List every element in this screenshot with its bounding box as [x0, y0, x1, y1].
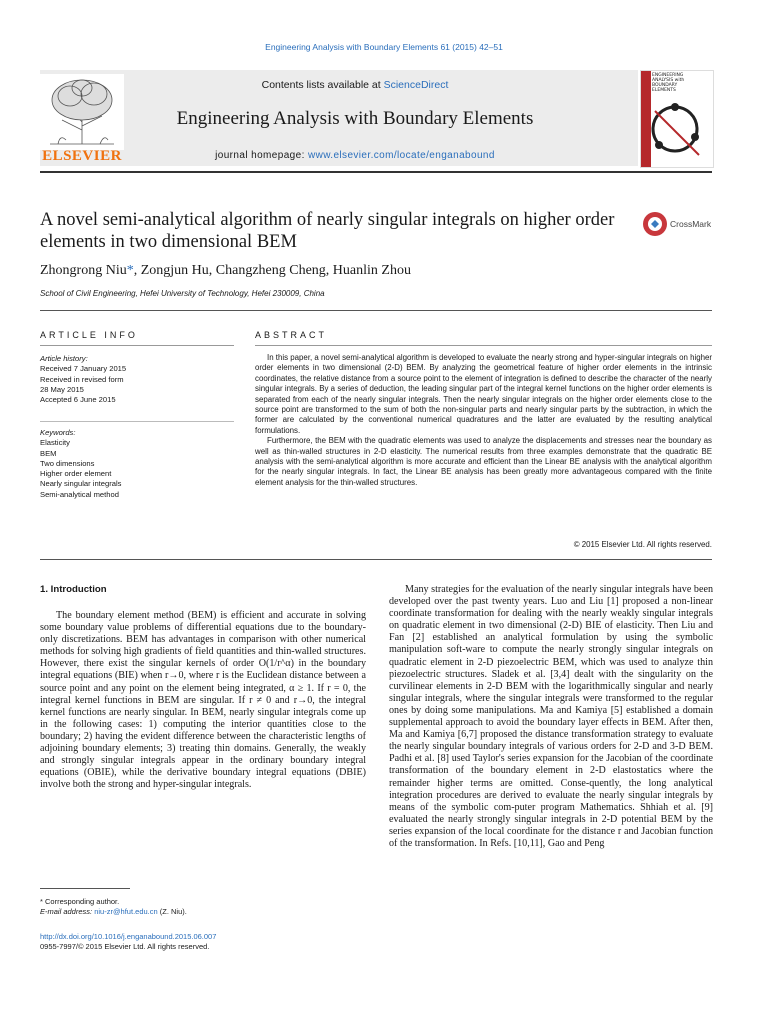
affiliation: School of Civil Engineering, Hefei University of Technology, Hefei 230009, China — [40, 289, 325, 298]
homepage-link[interactable]: www.elsevier.com/locate/enganabound — [307, 150, 495, 161]
sciencedirect-link[interactable]: ScienceDirect — [383, 79, 449, 91]
abstract-body — [255, 353, 712, 488]
journal-reference[interactable]: Engineering Analysis with Boundary Elements 61 (2015) 42–51 — [265, 42, 503, 52]
abstract-heading: ABSTRACT — [255, 330, 328, 340]
cover-title-line: ENGINEERING — [652, 73, 684, 78]
crossmark-badge[interactable] — [642, 210, 714, 240]
keywords-list — [40, 428, 230, 500]
keyword: Higher order element — [40, 469, 112, 479]
title-rule — [40, 310, 712, 311]
history-item: Received in revised form — [40, 374, 124, 384]
cover-title-line: BOUNDARY — [652, 83, 678, 88]
contents-prefix: Contents lists available at — [261, 79, 384, 91]
keyword: BEM — [40, 448, 57, 458]
footnote-rule — [40, 888, 130, 889]
keywords-label: Keywords: — [40, 428, 76, 437]
body-paragraph: Many strategies for the evaluation of the nearly singular integrals have been developed over the past twenty years. Luo and Liu [1] proposed a non-linear coordinate transformation for dealing with the nearly weakly singular integrals on quadratic element in two dimensional (2-D) BIE of elasticity. Then Liu and Fan [2] established an analytical formulation by using the symbolic manipulation soft-ware to compute the nearly strongly singular integrals on quadratic element in 2-D piezoelectric BEM, which was used to analyze thin piezoelectric structures. Sladek et al. [3,4] dealt with the singularity on the curvilinear elements in 2-D BEM with the logarithmically singular and nearly singular integrals, where the singular integrals were transformed to the regular ones by doing some manipulations. Ma and Kamiya [5] established a domain supplemental approach to avoid the boundary layer effects in BEM. After then, Ma and Kamiya [6,7] proposed the distance transformation strategy to evaluate the nearly singular boundary integrals of various orders for 2-D and 3-D BEM. Padhi et al. [8] used Taylor's series expansion for the Jacobian of the coordinate transformation of the boundary element in 2-D elastostatics where the remainder higher terms are omitted. Conse-quently, the long analytical integration procedures are derived to evaluate the nearly singular integrals by means of the symbolic com-puter program Mathematics. Shhiah et al. [9] evaluated the nearly strongly singular integrals in 2-D potential BEM by the series expansion of the local coordinate for the distance r and Jacobian function of the transformation. In Refs. [10,11], Gao and Peng — [389, 584, 713, 849]
cover-title-line: ELEMENTS — [652, 88, 676, 93]
cover-title — [652, 73, 710, 93]
history-item: Accepted 6 June 2015 — [40, 395, 116, 405]
footnote — [40, 897, 366, 917]
abstract-bottom-rule — [40, 559, 712, 560]
homepage-line — [130, 150, 580, 161]
crossmark-icon — [642, 210, 668, 238]
homepage-prefix: journal homepage: — [215, 150, 308, 161]
email-suffix: (Z. Niu). — [157, 907, 187, 916]
issn-line: 0955-7997/© 2015 Elsevier Ltd. All rights reserved. — [40, 942, 210, 951]
doi-link[interactable]: http://dx.doi.org/10.1016/j.enganabound.2015.06.007 — [40, 932, 217, 941]
email-link[interactable]: niu-zr@hfut.edu.cn — [94, 907, 158, 916]
email-label: E-mail address: — [40, 907, 95, 916]
cover-title-line: ANALYSIS with — [652, 78, 685, 83]
keyword: Two dimensions — [40, 458, 95, 468]
article-info-heading: ARTICLE INFO — [40, 330, 138, 340]
abstract-paragraph: In this paper, a novel semi-analytical algorithm is developed to evaluate the nearly strong and hyper-singular integrals on higher order elements in two dimensional (2-D) BEM. By analyzing the geometrical feature of higher order elements in the intrinsic coordinates, the relative distance from a source point to the element of integration is defined to describe the character of the nearly singular integrals. By a series of deduction, the leading singular part of the integral kernel functions on the higher order elements is separated from each of the nearly singular integrals. Then the nearly singular integrals on the higher order elements close to the source point are transformed to the sum of both the non-singular parts and nearly singular parts by the subtraction, in which the former are calculated by the conventional numerical quadratures and the latter are evaluated by the resulting analytical formulations. — [255, 353, 712, 435]
history-item: 28 May 2015 — [40, 384, 84, 394]
keyword: Semi-analytical method — [40, 489, 119, 499]
history-label: Article history: — [40, 354, 88, 363]
header-rule — [40, 171, 712, 173]
journal-title: Engineering Analysis with Boundary Elements — [176, 108, 534, 129]
elsevier-wordmark: ELSEVIER — [42, 148, 122, 164]
author-list — [40, 263, 660, 279]
doi-block — [40, 932, 366, 952]
author-first: Zhongrong Niu — [40, 263, 127, 278]
abstract-rule — [255, 345, 712, 346]
introduction-heading: 1. Introduction — [40, 584, 107, 595]
history-item: Received 7 January 2015 — [40, 364, 127, 374]
abstract-copyright: © 2015 Elsevier Ltd. All rights reserved. — [573, 540, 712, 549]
paper-title: A novel semi-analytical algorithm of nearly singular integrals on higher order elements in two dimensional BEM — [40, 210, 615, 252]
keyword: Elasticity — [40, 438, 70, 448]
corresponding-author-marker[interactable]: * — [126, 263, 134, 278]
body-paragraph: The boundary element method (BEM) is efficient and accurate in solving some boundary value problems of differential equations due to the boundary-only discretizations. BEM has advantages in comparison with other numerical methods for solving high gradients of field quantities and thin-walled structures. However, there exist the singular kernels of order O(1/r^α) in the boundary integral equations (BIE) when r→0, where r is the Euclidean distance between a source point and any point on the element being integrated, α ≥ 1. If r = 0, the integral kernel functions in BEM are singular. If r ≠ 0 and r→0, the integral kernel functions are nearly singular. In BEM, nearly singular integrals come up in the following cases: 1) computing the interior quantities close to the boundary; 2) having the evident difference between the characteristic lengths of adjoining boundary elements; 3) treating thin domains. Generally, the weakly and strongly singular integrals appear in the ordinary boundary integral equations (OBIE), while the derivative boundary integral equations (DBIE) involve both the strong and hyper-singular integrals. — [40, 610, 366, 791]
keyword: Nearly singular integrals — [40, 479, 122, 489]
body-right-column — [389, 584, 713, 850]
keywords-rule — [40, 421, 234, 422]
contents-line — [130, 79, 580, 91]
corresponding-author-note: * Corresponding author. — [40, 897, 120, 906]
author-others: , Zongjun Hu, Changzheng Cheng, Huanlin Zhou — [133, 263, 411, 278]
crossmark-label: CrossMark — [670, 219, 712, 229]
article-info-rule — [40, 345, 234, 346]
body-left-column — [40, 610, 366, 791]
article-history — [40, 354, 230, 405]
abstract-paragraph: Furthermore, the BEM with the quadratic elements was used to analyze the displacements and stresses near the boundary as well as thin-walled structures in 2-D elasticity. The numerical results from three examples demonstrate that the quadratic BE analysis with the semi-analytical algorithm is more accurate and efficient than the Linear BE analysis with the analytical algorithm for the nearly singular integrals. In fact, the Linear BE analysis has been greatly more advantageous compared with the finite element analysis for the thin-walled structures. — [255, 436, 712, 487]
